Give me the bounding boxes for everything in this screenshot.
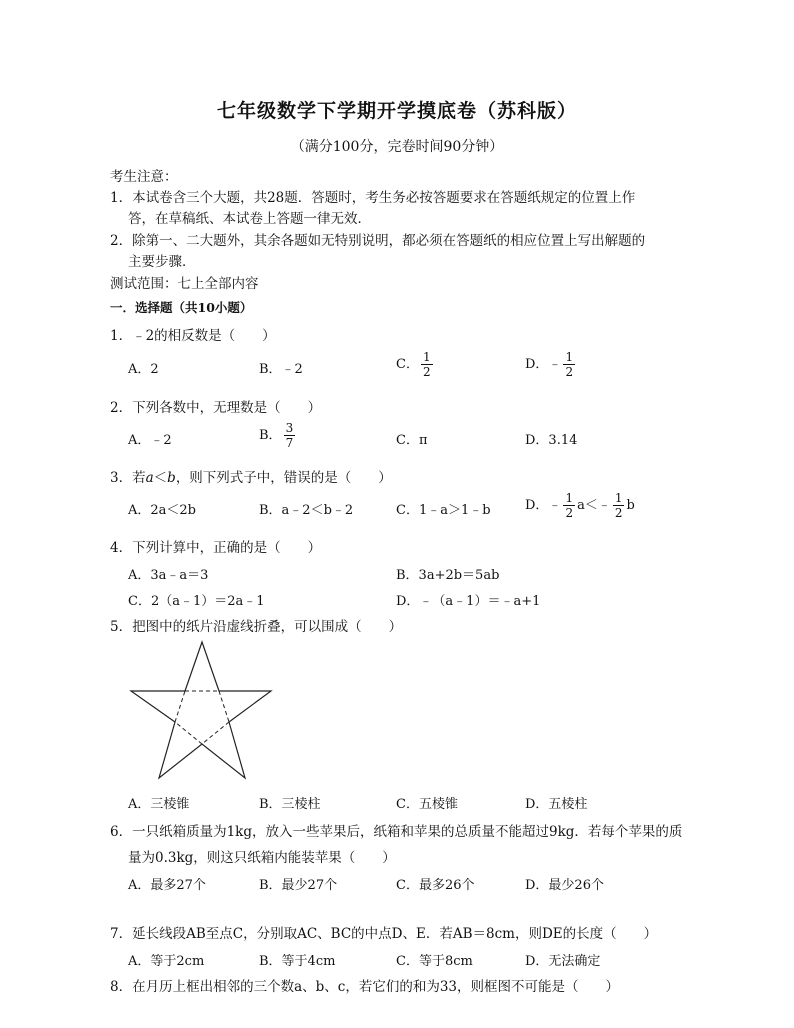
question-6-option-d: D．最少26个 (525, 878, 604, 893)
option-label: C． (396, 357, 419, 372)
question-2-option-a: A．﹣2 (128, 433, 172, 448)
numerator: 1 (565, 350, 574, 364)
question-2-stem: 2．下列各数中，无理数是（ ） (110, 400, 322, 416)
fraction (563, 491, 575, 520)
denominator: 2 (422, 365, 431, 379)
less-than: ＜ (153, 470, 168, 486)
star-outline (131, 642, 271, 778)
denominator: 2 (614, 506, 623, 520)
question-3-stem (110, 466, 392, 486)
question-7-option-a: A．等于2cm (128, 954, 205, 969)
question-6-option-a: A．最多27个 (128, 878, 206, 893)
question-8-stem: 8．在月历上框出相邻的三个数a、b、c，若它们的和为33，则框图不可能是（ ） (110, 979, 620, 995)
question-4-option-b: B．3a+2b＝5ab (396, 568, 500, 583)
stem-suffix: ，则下列式子中，错误的是（ ） (175, 470, 392, 486)
fraction (563, 350, 575, 379)
denominator: 2 (565, 365, 574, 379)
numerator: 1 (565, 491, 574, 505)
notice-item-2-cont: 主要步骤． (128, 254, 196, 270)
fold-lines (175, 691, 229, 744)
question-1-option-d (525, 350, 577, 379)
question-2-option-c: C．π (396, 433, 428, 448)
question-5-option-a: A．三棱锥 (128, 797, 190, 812)
denominator: 2 (565, 506, 574, 520)
option-label: B． (259, 428, 282, 443)
test-scope: 测试范围：七上全部内容 (110, 276, 259, 292)
option-label: D．﹣ (525, 357, 562, 372)
stem-prefix: 3．若 (110, 470, 146, 486)
option-label: D．﹣ (525, 498, 562, 513)
question-3-option-b: B．a﹣2＜b﹣2 (259, 503, 354, 518)
numerator: 1 (614, 491, 623, 505)
question-5-stem: 5．把图中的纸片沿虚线折叠，可以围成（ ） (110, 619, 403, 635)
question-7-option-c: C．等于8cm (396, 954, 473, 969)
star-net-figure (125, 638, 275, 783)
fraction (613, 491, 625, 520)
question-4-option-d: D．﹣（a﹣1）＝﹣a+1 (396, 594, 541, 609)
question-1-option-c (396, 350, 435, 379)
question-1-option-a: A．2 (128, 362, 159, 377)
question-3-option-a: A．2a＜2b (128, 503, 197, 518)
variable-b: b (167, 470, 176, 486)
numerator: 3 (285, 421, 294, 435)
question-7-option-b: B．等于4cm (259, 954, 336, 969)
question-2-option-b (259, 421, 297, 450)
question-6-stem-line-2: 量为0.3kg，则这只纸箱内能装苹果（ ） (128, 850, 396, 866)
fraction (421, 350, 433, 379)
question-2-option-d: D．3.14 (525, 433, 578, 448)
question-4-option-c: C．2（a﹣1）＝2a﹣1 (128, 594, 265, 609)
notice-heading: 考生注意： (110, 169, 178, 185)
question-6-option-c: C．最多26个 (396, 878, 475, 893)
notice-item-2: 2．除第一、二大题外，其余各题如无特别说明，都必须在答题纸的相应位置上写出解题的 (110, 233, 646, 249)
variable-a: a (145, 470, 154, 486)
option-end: b (626, 498, 635, 513)
question-5-option-d: D．五棱柱 (525, 797, 588, 812)
section-heading: 一．选择题（共10小题） (110, 300, 253, 315)
question-3-option-d (525, 491, 635, 520)
question-6-stem-line-1: 6．一只纸箱质量为1kg，放入一些苹果后，纸箱和苹果的总质量不能超过9kg．若每个苹果的质 (110, 824, 683, 840)
question-4-stem: 4．下列计算中，正确的是（ ） (110, 540, 322, 556)
fraction (284, 421, 296, 450)
question-7-stem: 7．延长线段AB至点C，分别取AC、BC的中点D、E．若AB＝8cm，则DE的长度（ ） (110, 926, 658, 942)
question-4-option-a: A．3a﹣a＝3 (128, 568, 209, 583)
denominator: 7 (285, 436, 294, 450)
question-1-stem: 1．﹣2的相反数是（ ） (110, 328, 276, 344)
question-7-option-d: D．无法确定 (525, 954, 601, 969)
question-5-option-b: B．三棱柱 (259, 797, 321, 812)
question-5-option-c: C．五棱锥 (396, 797, 458, 812)
question-6-option-b: B．最少27个 (259, 878, 338, 893)
question-1-option-b: B．﹣2 (259, 362, 303, 377)
notice-item-1: 1．本试卷含三个大题，共28题．答题时，考生务必按答题要求在答题纸规定的位置上作 (110, 190, 636, 206)
numerator: 1 (422, 350, 431, 364)
page-title: 七年级数学下学期开学摸底卷（苏科版） (216, 100, 577, 122)
notice-item-1-cont: 答，在草稿纸、本试卷上答题一律无效． (128, 211, 371, 227)
option-middle: a＜﹣ (577, 498, 611, 513)
question-3-option-c: C．1﹣a＞1﹣b (396, 503, 491, 518)
page-subtitle: （满分100分，完卷时间90分钟） (290, 139, 504, 155)
